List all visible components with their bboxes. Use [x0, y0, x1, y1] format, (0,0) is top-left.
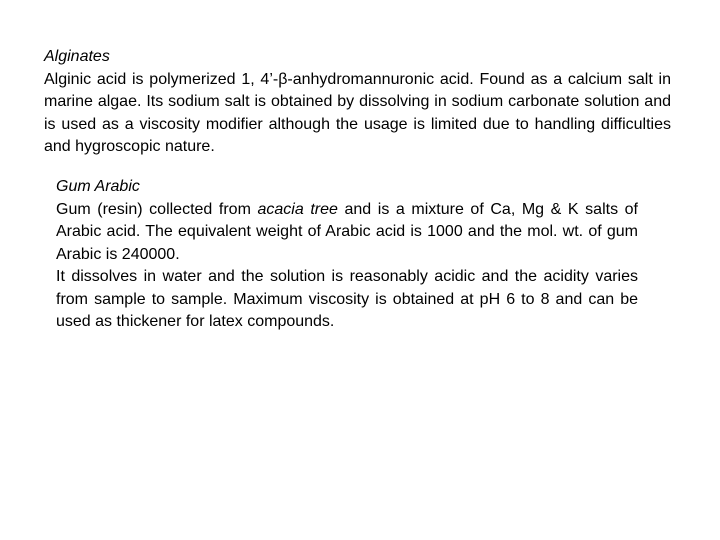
gum-arabic-section — [56, 176, 638, 334]
gum-arabic-p1-text-end: and is a mixture of Ca, Mg & K salts of Arabic acid. The equivalent weight of Arabic acid is 1000 and the mol. wt. of gum Arabic is 240000. — [56, 200, 638, 263]
gum-arabic-p1-text-start: Gum (resin) collected from — [56, 200, 258, 218]
gum-arabic-paragraph-1 — [56, 199, 638, 267]
gum-arabic-paragraph-2: It dissolves in water and the solution is reasonably acidic and the acidity varies from sample to sample. Maximum viscosity is obtained at pH 6 to 8 and can be used as thickener for latex compounds. — [56, 268, 638, 330]
alginates-paragraph: Alginic acid is polymerized 1, 4’-β-anhydromannuronic acid. Found as a calcium salt in marine algae. Its sodium salt is obtained by dissolving in sodium carbonate solution and is used as a viscosity modifier although the usage is limited due to handling difficulties and hygroscopic nature. — [44, 70, 671, 155]
alginates-heading: Alginates — [44, 48, 110, 65]
acacia-tree-emphasis: acacia tree — [257, 200, 338, 218]
gum-arabic-heading: Gum Arabic — [56, 178, 140, 195]
alginates-section — [44, 46, 671, 159]
